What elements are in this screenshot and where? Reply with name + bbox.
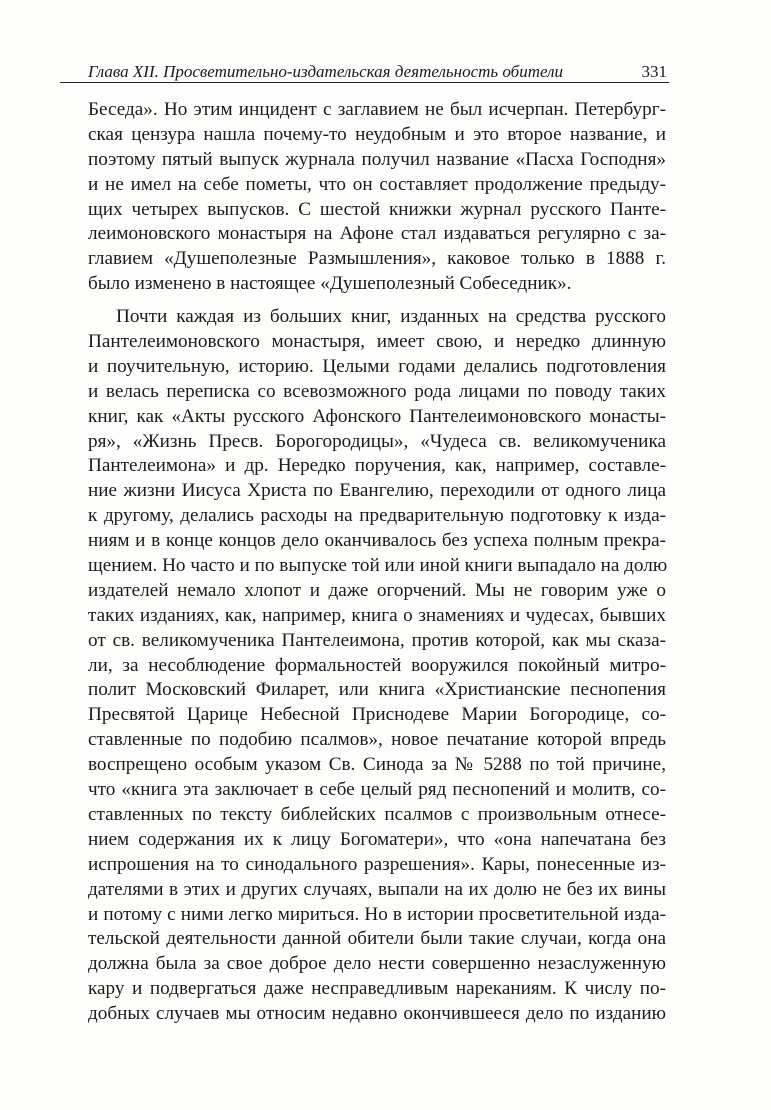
- text-line: от св. великомученика Пантелеимона, против которой, как мы сказа-: [88, 629, 666, 651]
- text-line: издателей немало хлопот и даже огорчений. Мы не говорим уже о: [88, 579, 666, 601]
- text-line: ская цензура нашла почему-то неудобным и это второе название, и: [88, 123, 666, 145]
- paragraph-gap: [88, 297, 666, 305]
- text-line: Беседа». Но этим инцидент с заглавием не был исчерпан. Петербург-: [88, 99, 666, 120]
- text-line: ставленных по тексту библейских псалмов с произвольным отнесе-: [88, 803, 666, 825]
- text-line: щих четырех выпусков. С шестой книжки журнал русского Панте-: [88, 198, 666, 220]
- text-line: ли, за несоблюдение формальностей вооружился покойный митро-: [88, 654, 666, 676]
- text-line: ставленные по подобию псалмов», новое печатание которой впредь: [88, 729, 666, 751]
- text-line: Пантелеимоновского монастыря, имеет свою, и нередко длинную: [88, 331, 666, 353]
- text-line: кару и подвергаться даже несправедливым нареканиям. К числу по-: [88, 978, 666, 1000]
- text-line: было изменено в настоящее «Душеполезный Собеседник».: [88, 273, 572, 295]
- paragraph-1: [88, 98, 666, 297]
- text-line: ниям и в конце концов дело оканчивалось без успеха полным прекра-: [88, 530, 666, 552]
- text-line: и не имел на себе пометы, что он составляет продолжение предыду-: [88, 173, 666, 195]
- text-line: поэтому пятый выпуск журнала получил название «Пасха Господня»: [88, 148, 666, 170]
- text-line: и поучительную, историю. Целыми годами делались подготовления: [88, 355, 666, 377]
- paragraph-2: [88, 305, 666, 1027]
- text-line: ря», «Жизнь Пресв. Борогородицы», «Чудеса св. великомученика: [88, 430, 666, 452]
- text-line: тельской деятельности данной обители были такие случаи, когда она: [88, 928, 666, 950]
- text-line: что «книга эта заключает в себе целый ряд песнопений и молитв, со-: [88, 779, 666, 801]
- text-line: испрошения на то синодального разрешения». Кары, понесенные из-: [88, 853, 666, 875]
- body-text: [88, 98, 666, 1027]
- text-line: воспрещено особым указом Св. Синода за № 5288 по той причине,: [88, 754, 666, 776]
- page-number: 331: [641, 62, 667, 81]
- text-line: и потому с ними легко мириться. Но в истории просветительной изда-: [88, 903, 666, 925]
- text-line: книг, как «Акты русского Афонского Пантелеимоновского монасты-: [88, 405, 666, 427]
- text-line: к другому, делались расходы на предварительную подготовку к изда-: [88, 505, 666, 527]
- text-line: Пантелеимона» и др. Нередко поручения, как, например, составле-: [88, 455, 666, 477]
- running-header: [60, 60, 669, 83]
- text-line: Почти каждая из больших книг, изданных на средства русского: [116, 306, 666, 328]
- text-line: полит Московский Филарет, или книга «Христианские песнопения: [88, 679, 666, 701]
- text-line: леимоновского монастыря на Афоне стал издаваться регулярно с за-: [88, 223, 666, 245]
- text-line: Пресвятой Царице Небесной Приснодеве Марии Богородице, со-: [88, 704, 666, 726]
- text-line: таких изданиях, как, например, книга о знамениях и чудесах, бывших: [88, 604, 666, 626]
- text-line: главием «Душеполезные Размышления», каковое только в 1888 г.: [88, 248, 666, 270]
- text-line: и велась переписка со всевозможного рода лицами по поводу таких: [88, 380, 666, 402]
- text-line: дателями в этих и других случаях, выпали на их долю не без их вины: [88, 878, 666, 900]
- text-line: добных случаев мы относим недавно окончившееся дело по изданию: [88, 1003, 666, 1025]
- running-title: Глава XII. Просветительно-издательская деятельность обители: [88, 62, 564, 81]
- text-line: нием содержания их к лицу Богоматери», что «она напечатана без: [88, 828, 666, 850]
- text-line: щением. Но часто и по выпуске той или иной книги выпадало на долю: [88, 555, 668, 577]
- text-line: должна была за свое доброе дело нести совершенно незаслуженную: [88, 953, 666, 975]
- text-line: ние жизни Иисуса Христа по Евангелию, переходили от одного лица: [88, 480, 666, 502]
